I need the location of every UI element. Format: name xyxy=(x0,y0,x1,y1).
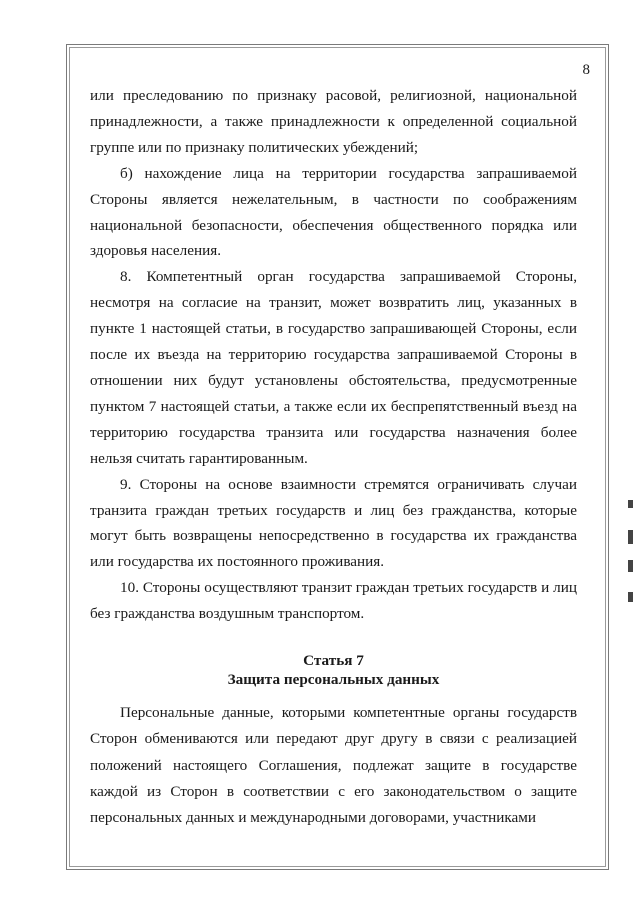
page-number: 8 xyxy=(582,62,590,78)
paragraph-9: 9. Стороны на основе взаимности стремятся ограничивать случаи транзита граждан третьих государств и лиц без гражданства, которые могут быть возвращены непосредственно в государства их гражданства или государства их постоянного проживания. xyxy=(90,475,577,571)
paragraph-10: 10. Стороны осуществляют транзит граждан третьих государств и лиц без гражданства воздушным транспортом. xyxy=(90,579,577,623)
paragraph-continuation: или преследованию по признаку расовой, религиозной, национальной принадлежности, а также принадлежности к определенной социальной группе или по признаку политических убеждений; xyxy=(90,87,577,156)
article-6-continuation xyxy=(90,83,577,627)
paragraph-b: б) нахождение лица на территории государства запрашиваемой Стороны является нежелательным, в частности по соображениям национальной безопасности, обеспечения общественного порядка или здоровья населения. xyxy=(90,164,577,260)
article-7-body xyxy=(90,700,577,831)
article-7-paragraph: Персональные данные, которыми компетентные органы государств Сторон обмениваются или передают друг другу в связи с реализацией положений настоящего Соглашения, подлежат защите в государстве каждой из Сторон в соответствии с его законодательством о защите персональных данных и международными договорами, участниками xyxy=(90,704,577,827)
paragraph-8: 8. Компетентный орган государства запрашиваемой Стороны, несмотря на согласие на транзит, может возвратить лиц, указанных в пункте 1 настоящей статьи, в государство запрашивающей Стороны, если после их въезда на территорию государства запрашиваемой Стороны в отношении них будут установлены обстоятельства, предусмотренные пунктом 7 настоящей статьи, а также если их беспрепятственный въезд на территорию государства транзита или государства назначения более нельзя считать гарантированным. xyxy=(90,268,577,467)
article-title: Защита персональных данных xyxy=(227,671,440,688)
scan-edge-marks xyxy=(628,500,634,660)
article-number: Статья 7 xyxy=(303,652,364,669)
